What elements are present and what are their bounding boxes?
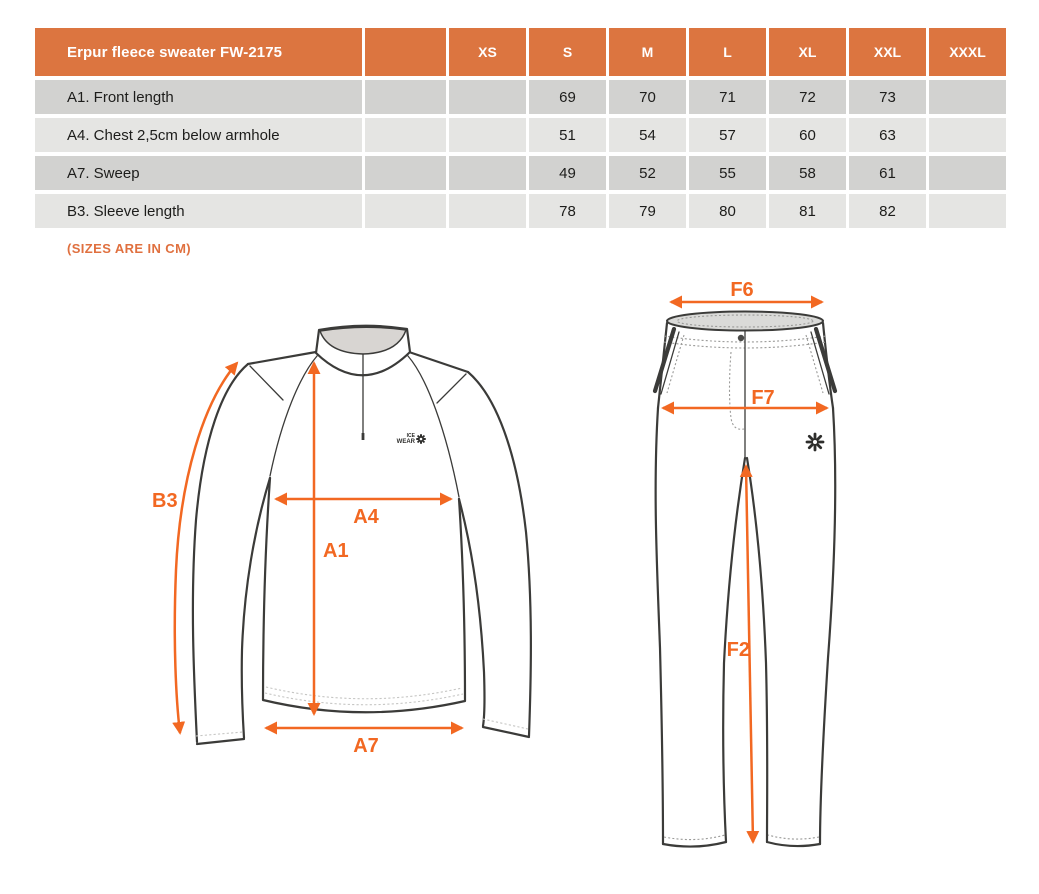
sweater-outline	[193, 326, 531, 744]
measurement-label-cell: A4. Chest 2,5cm below armhole	[35, 118, 362, 152]
waistband	[667, 312, 823, 331]
f2-label: F2	[726, 639, 750, 661]
svg-text:WEAR: WEAR	[396, 439, 415, 445]
size-value-cell: 60	[769, 118, 846, 152]
size-header-cell: XL	[769, 28, 846, 76]
sweater-measurement-diagram	[130, 290, 600, 890]
size-value-cell: 80	[689, 194, 766, 228]
size-value-cell: 55	[689, 156, 766, 190]
size-value-cell	[929, 80, 1006, 114]
size-value-cell: 71	[689, 80, 766, 114]
b3-arrow	[175, 363, 237, 733]
size-value-cell: 58	[769, 156, 846, 190]
size-value-cell	[449, 194, 526, 228]
size-value-cell	[365, 80, 446, 114]
size-value-cell	[449, 118, 526, 152]
size-value-cell: 73	[849, 80, 926, 114]
size-header-cell: S	[529, 28, 606, 76]
size-value-cell	[449, 80, 526, 114]
measurement-label-cell: A1. Front length	[35, 80, 362, 114]
b3-label: B3	[152, 490, 178, 512]
size-value-cell	[929, 194, 1006, 228]
svg-text:ICE: ICE	[406, 433, 415, 439]
size-value-cell: 52	[609, 156, 686, 190]
size-value-cell: 61	[849, 156, 926, 190]
size-value-cell: 70	[609, 80, 686, 114]
size-value-cell: 69	[529, 80, 606, 114]
measurement-label-cell: B3. Sleeve length	[35, 194, 362, 228]
size-value-cell: 81	[769, 194, 846, 228]
snowflake-icon	[417, 435, 425, 443]
size-chart-table	[35, 28, 1006, 228]
size-value-cell: 79	[609, 194, 686, 228]
waist-button	[738, 335, 744, 341]
size-header-cell: M	[609, 28, 686, 76]
fly-stitch	[730, 352, 745, 429]
f6-label: F6	[730, 279, 754, 301]
snowflake-icon	[807, 434, 823, 450]
zipper-pull	[362, 433, 365, 440]
size-value-cell	[929, 118, 1006, 152]
size-value-cell: 54	[609, 118, 686, 152]
a1-label: A1	[323, 540, 349, 562]
size-value-cell: 49	[529, 156, 606, 190]
size-header-cell	[365, 28, 446, 76]
measurement-label-cell: A7. Sweep	[35, 156, 362, 190]
size-value-cell: 63	[849, 118, 926, 152]
pants-outline	[655, 312, 835, 847]
size-value-cell: 82	[849, 194, 926, 228]
size-header-cell: XXXL	[929, 28, 1006, 76]
a7-label: A7	[353, 735, 379, 757]
size-value-cell: 51	[529, 118, 606, 152]
size-value-cell	[365, 118, 446, 152]
table-title-cell: Erpur fleece sweater FW-2175	[35, 28, 362, 76]
f7-label: F7	[751, 387, 775, 409]
units-note: (SIZES ARE IN CM)	[67, 241, 192, 256]
icewear-logo	[397, 433, 425, 445]
size-header-cell: XXL	[849, 28, 926, 76]
size-header-cell: L	[689, 28, 766, 76]
size-value-cell: 57	[689, 118, 766, 152]
size-value-cell: 78	[529, 194, 606, 228]
size-value-cell: 72	[769, 80, 846, 114]
size-header-cell: XS	[449, 28, 526, 76]
size-value-cell	[365, 156, 446, 190]
size-value-cell	[929, 156, 1006, 190]
a4-label: A4	[353, 506, 379, 528]
size-value-cell	[365, 194, 446, 228]
size-value-cell	[449, 156, 526, 190]
pants-measurement-diagram	[605, 278, 915, 893]
